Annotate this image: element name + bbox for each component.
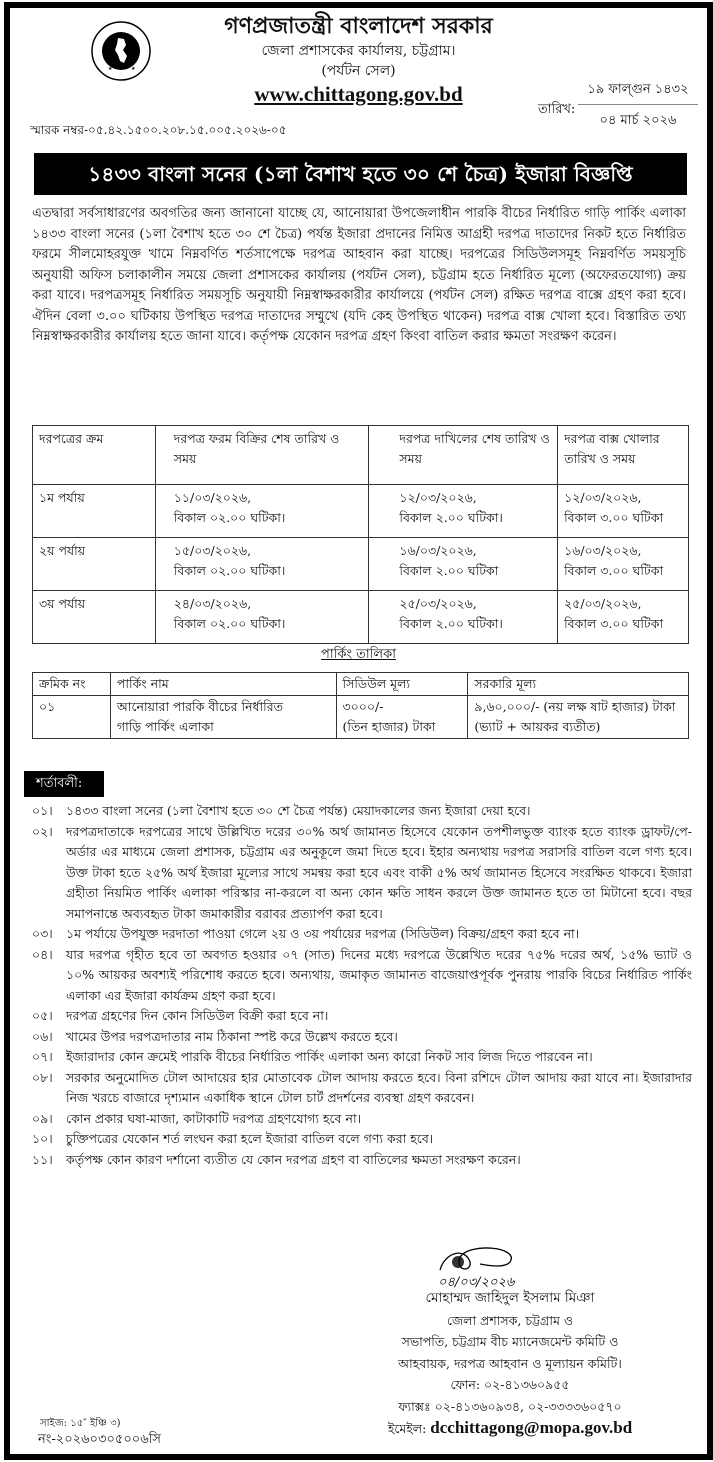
date-divider [578,104,698,105]
term-number: ১১। [32,1151,53,1167]
submit-date: ১২/০৩/২০২৬, [399,490,477,505]
signatory-block [310,1288,710,1440]
term-text: খামের উপর দরপত্রদাতার নাম ঠিকানা স্পষ্ট করে উল্লেখ করতে হবে। [66,1028,398,1044]
term-item [32,1150,692,1171]
email-label: ইমেইল: [387,1421,431,1436]
term-item [32,924,692,945]
date-gregorian: ০৪ মার্চ ২০২৬ [599,113,677,128]
phase-cell: ১ম পর্যায় [33,485,156,538]
intro-paragraph: এতদ্বারা সর্বসাধারণের অবগতির জন্য জানানো যাচ্ছে যে, আনোয়ারা উপজেলাধীন পারকি বীচের নির্ধারিত গাড়ি পার্কিং এলাকা ১৪৩৩ বাংলা সনের (১লা বৈশাখ হতে ৩০ শে চৈত্র) পর্যন্ত ইজারা প্রদানের নিমিত্ত আগ্রহী দরপত্র দাতাদের নিকট হতে নির্ধারিত ফরমে সীলমোহরযুক্ত খামে নিম্নবর্ণিত শর্তসাপেক্ষে দরপত্র আহবান করা যাচ্ছে। দরপত্রের সিডিউলসমূহ নিম্নবর্ণিত সময়সূচি অনুযায়ী অফিস চলাকালীন সময়ে জেলা প্রশাসকের কার্যালয় (পর্যটন সেল), চট্টগ্রাম হতে নির্ধারিত মূল্যে (অফেরতযোগ্য) ক্রয় করা যাবে। দরপত্রসমূহ নির্ধারিত সময়সূচি অনুযায়ী নিম্নস্বাক্ষরকারীর কার্যালয়ে (পর্যটন সেল) রক্ষিত দরপত্র বাক্সে গ্রহণ করা হবে। ঐদিন বেলা ৩.০০ ঘটিকায় উপস্থিত দরপত্র দাতাদের সম্মুখে (যদি কেহ উপস্থিত থাকেন) দরপত্র বাক্স খোলা হবে। বিস্তারিত তথ্য নিম্নস্বাক্ষরকারীর কার্যালয় হতে জানা যাবে। কর্তৃপক্ষ যেকোন দরপত্র গ্রহণ কিংবা বাতিল করার ক্ষমতা সংরক্ষণ করেন। [32,206,686,344]
term-number: ০৬। [32,1028,53,1044]
header-cell: পার্কিং নাম [110,673,336,696]
terms-list [32,801,692,1170]
term-number: ০৪। [32,946,53,962]
sale-time: বিকাল ০২.০০ ঘটিকা। [173,616,286,631]
govt-price-cell [468,696,689,739]
term-number: ০৯। [32,1110,53,1126]
schedule-row [33,538,689,591]
open-cell [558,485,689,538]
submit-date: ১৬/০৩/২০২৬, [399,543,477,558]
signature-image [410,1242,540,1290]
term-number: ০৮। [32,1069,53,1085]
header-cell: দরপত্র ফরম বিক্রির শেষ তারিখ ও সময় [155,426,369,485]
submit-cell [369,538,558,591]
phase-cell: ৩য় পর্যায় [33,591,156,644]
term-number: ১০। [32,1131,53,1146]
term-item [32,945,692,1007]
notice-title: ১৪৩৩ বাংলা সনের (১লা বৈশাখ হতে ৩০ শে চৈত্র) ইজারা বিজ্ঞপ্তি [34,153,687,195]
sale-cell [155,591,369,644]
website-link[interactable]: www.chittagong.gov.bd [254,82,463,106]
cell-name: (পর্যটন সেল) [321,63,396,79]
submit-cell [369,485,558,538]
term-item [32,1006,692,1027]
term-text: দরপত্র গ্রহণের দিন কোন সিডিউল বিক্রী করা হবে না। [66,1008,329,1023]
parking-row [33,696,689,739]
signatory-name: মোহাম্মদ জাহিদুল ইসলাম মিঞা [425,1290,595,1306]
schedule-price: ৩০০০/- [342,699,384,714]
term-text: সরকার অনুমোদিত টোল আদায়ের হার মোতাবেক টোল আদায় করতে হবে। বিনা রশিদে টোল আদায় করা যাবে না। ইজারাদার নিজ খরচে বাজারে দৃশ্যমান একাধিক স্থানে টোল চার্ট প্রদর্শনের ব্যবস্থা গ্রহণ করবেন। [66,1069,692,1105]
submit-date: ২৫/০৩/২০২৬, [399,596,477,611]
phone-number: ফোন: ০২-৪১৩৬০৯৫৫ [450,1377,570,1392]
schedule-price-words: (তিন হাজার) টাকা [342,719,436,734]
open-date: ১৬/০৩/২০২৬, [564,543,642,558]
government-name: গণপ্রজাতন্ত্রী বাংলাদেশ সরকার [224,13,493,39]
sale-cell [155,538,369,591]
svg-text:★: ★ [131,66,136,72]
submit-time: বিকাল ২.০০ ঘটিকা। [399,510,503,525]
notice-page [4,2,713,1460]
parking-table [32,672,689,739]
term-number: ০১। [32,803,53,818]
term-item [32,1027,692,1048]
header-cell: সরকারি মূল্য [468,673,689,696]
term-text: কোন প্রকার ঘষা-মাজা, কাটাকাটি দরপত্র গ্রহণযোগ্য হবে না। [66,1110,362,1126]
parking-name-cell [110,696,336,739]
sale-date: ২৪/০৩/২০২৬, [173,596,252,611]
term-text: কর্তৃপক্ষ কোন কারণ দর্শানো ব্যতীত যে কোন দরপত্র গ্রহণ বা বাতিলের ক্ষমতা সংরক্ষণ করেন। [66,1151,521,1167]
signatory-designation: জেলা প্রশাসক, চট্টগ্রাম ও [446,1312,574,1328]
serial-cell: ০১ [33,696,111,739]
open-time: বিকাল ৩.০০ ঘটিকা [564,510,664,525]
sale-time: বিকাল ০২.০০ ঘটিকা। [173,510,286,525]
email-link[interactable]: dcchittagong@mopa.gov.bd [430,1418,633,1437]
header-cell: দরপত্রের ক্রম [33,426,156,485]
memo-number: স্মারক নম্বর-০৫.৪২.১৫০০.২০৮.১৫.০০৫.২০২৬-০৫ [30,123,287,137]
term-number: ০৫। [32,1008,53,1023]
office-name: জেলা প্রশাসকের কার্যালয়, চট্টগ্রাম। [261,43,456,59]
term-text: চুক্তিপত্রের যেকোন শর্ত লংঘন করা হলে ইজারা বাতিল বলে গণ্য করা হবে। [66,1131,434,1146]
govt-price: ৯,৬০,০০০/- (নয় লক্ষ ষাট হাজার) টাকা [474,699,676,714]
svg-text:★: ★ [108,66,113,72]
schedule-price-cell [336,696,468,739]
schedule-table [32,425,689,644]
term-number: ০২। [32,823,53,839]
submit-time: বিকাল ২.০০ ঘটিকা [399,563,499,578]
open-time: বিকাল ৩.০০ ঘটিকা [564,563,664,578]
term-text: ১৪৩৩ বাংলা সনের (১লা বৈশাখ হতে ৩০ শে চৈত্র পর্যন্ত) মেয়াদকালের জন্য ইজারা দেয়া হবে। [66,803,531,818]
size-note: সাইজ: ১৫″ ইঞ্চি ৩) [40,1418,121,1429]
term-item [32,801,692,822]
sale-cell [155,485,369,538]
parking-header-row [33,673,689,696]
term-item [32,1068,692,1109]
schedule-header-row [33,426,689,485]
signatory-designation: আহবায়ক, দরপত্র আহবান ও মূল্যায়ন কমিটি। [398,1355,622,1371]
parking-name-line: গাড়ি পার্কিং এলাকা [116,719,214,734]
sale-date: ১১/০৩/২০২৬, [173,490,252,505]
date-label: তারিখ: [538,102,576,117]
term-text: ইজারাদার কোন ক্রমেই পারকি বীচের নির্ধারিত পার্কিং এলাকা অন্য কারো নিকট সাব লিজ দিতে পারবেন না। [66,1049,593,1064]
submit-time: বিকাল ২.০০ ঘটিকা। [399,616,503,631]
phase-cell: ২য় পর্যায় [33,538,156,591]
header-cell: দরপত্র দাখিলের শেষ তারিখ ও সময় [369,426,558,485]
open-date: ১২/০৩/২০২৬, [564,490,642,505]
schedule-row [33,485,689,538]
email-line [310,1417,710,1440]
term-number: ০৩। [32,926,53,941]
submit-cell [369,591,558,644]
header-cell: দরপত্র বাক্স খোলার তারিখ ও সময় [558,426,689,485]
parking-name-line: আনোয়ারা পারকি বীচের নির্ধারিত [116,699,283,714]
reference-number: নং-২০২৬০৩০৫০০৬সি [38,1432,162,1447]
term-text: দরপত্রদাতাকে দরপত্রের সাথে উল্লিখিত দরের ৩০% অর্থ জামানত হিসেবে যেকোন তপশীলভুক্ত ব্যাংক হতে ব্যাংক ড্রাফট/পে-অর্ডার এর মাধ্যমে জেলা প্রশাসক, চট্টগ্রাম এর অনুকূলে জমা দিতে হবে। ইহার অন্যথায় দরপত্র সরাসরি বাতিল বলে গণ্য হবে। উক্ত টাকা হতে ২৫% অর্থ ইজারা মূল্যের সাথে সমন্বয় করা হবে এবং বাকী ৫% অর্থ জামানত হিসেবে সংরক্ষিত থাকবে। ইজারা গ্রহীতা নিয়মিত পার্কিং এলাকা পরিস্কার না-করলে বা অন্য কোন ক্ষতি সাধন করলে উক্ত জামানত হতে তা মিটানো হবে। বছর সমাপনান্তে অব্যবহৃত টাকা জমাকারীর বরাবর প্রত্যার্পণ করা হবে। [66,823,692,921]
sale-time: বিকাল ০২.০০ ঘটিকা। [173,563,286,578]
term-item [32,822,692,925]
fax-number: ফ্যাক্সঃ ০২-৪১৩৬০৯৩৪, ০২-৩৩৩৩৬০৫৭০ [398,1398,622,1414]
open-cell [558,538,689,591]
term-text: যার দরপত্র গৃহীত হবে তা অবগত হওয়ার ০৭ (সাত) দিনের মধ্যে দরপত্রে উল্লেখিত দরের ৭৫% দরের অর্থ, ১৫% ভ্যাট ও ১০% আয়কর অবশ্যই পরিশোধ করতে হবে। অন্যথায়, জমাকৃত জামানত বাজেয়াপ্তপূর্বক পুনরায় পারকি বিচের নির্ধারিত পার্কিং এলাকা এর ইজারা কার্যক্রম গ্রহণ করা হবে। [66,946,692,1003]
term-item [32,1047,692,1068]
parking-table-title: পার্কিং তালিকা [321,647,396,662]
sale-date: ১৫/০৩/২০২৬, [173,543,252,558]
term-text: ১ম পর্যায়ে উপযুক্ত দরদাতা পাওয়া গেলে ২য় ও ৩য় পর্যায়ের দরপত্র (সিডিউল) বিক্রয়/গ্রহণ করা হবে না। [66,926,580,941]
open-time: বিকাল ৩.০০ ঘটিকা [564,616,664,631]
open-cell [558,591,689,644]
term-item [32,1109,692,1130]
header-cell: ক্রমিক নং [33,673,111,696]
date-bangla: ১৯ ফাল্গুন ১৪৩২ [587,82,689,97]
signature-date: ০৪/০৩/২০২৬ [438,1275,515,1290]
header-cell: সিডিউল মূল্য [336,673,468,696]
schedule-row [33,591,689,644]
open-date: ২৫/০৩/২০২৬, [564,596,642,611]
govt-price-note: (ভ্যাট + আয়কর ব্যতীত) [474,719,601,734]
term-item [32,1129,692,1150]
term-number: ০৭। [32,1049,53,1064]
signatory-designation: সভাপতি, চট্টগ্রাম বীচ ম্যানেজমেন্ট কমিটি ও [401,1334,619,1349]
terms-heading: শর্তাবলী: [24,771,104,797]
